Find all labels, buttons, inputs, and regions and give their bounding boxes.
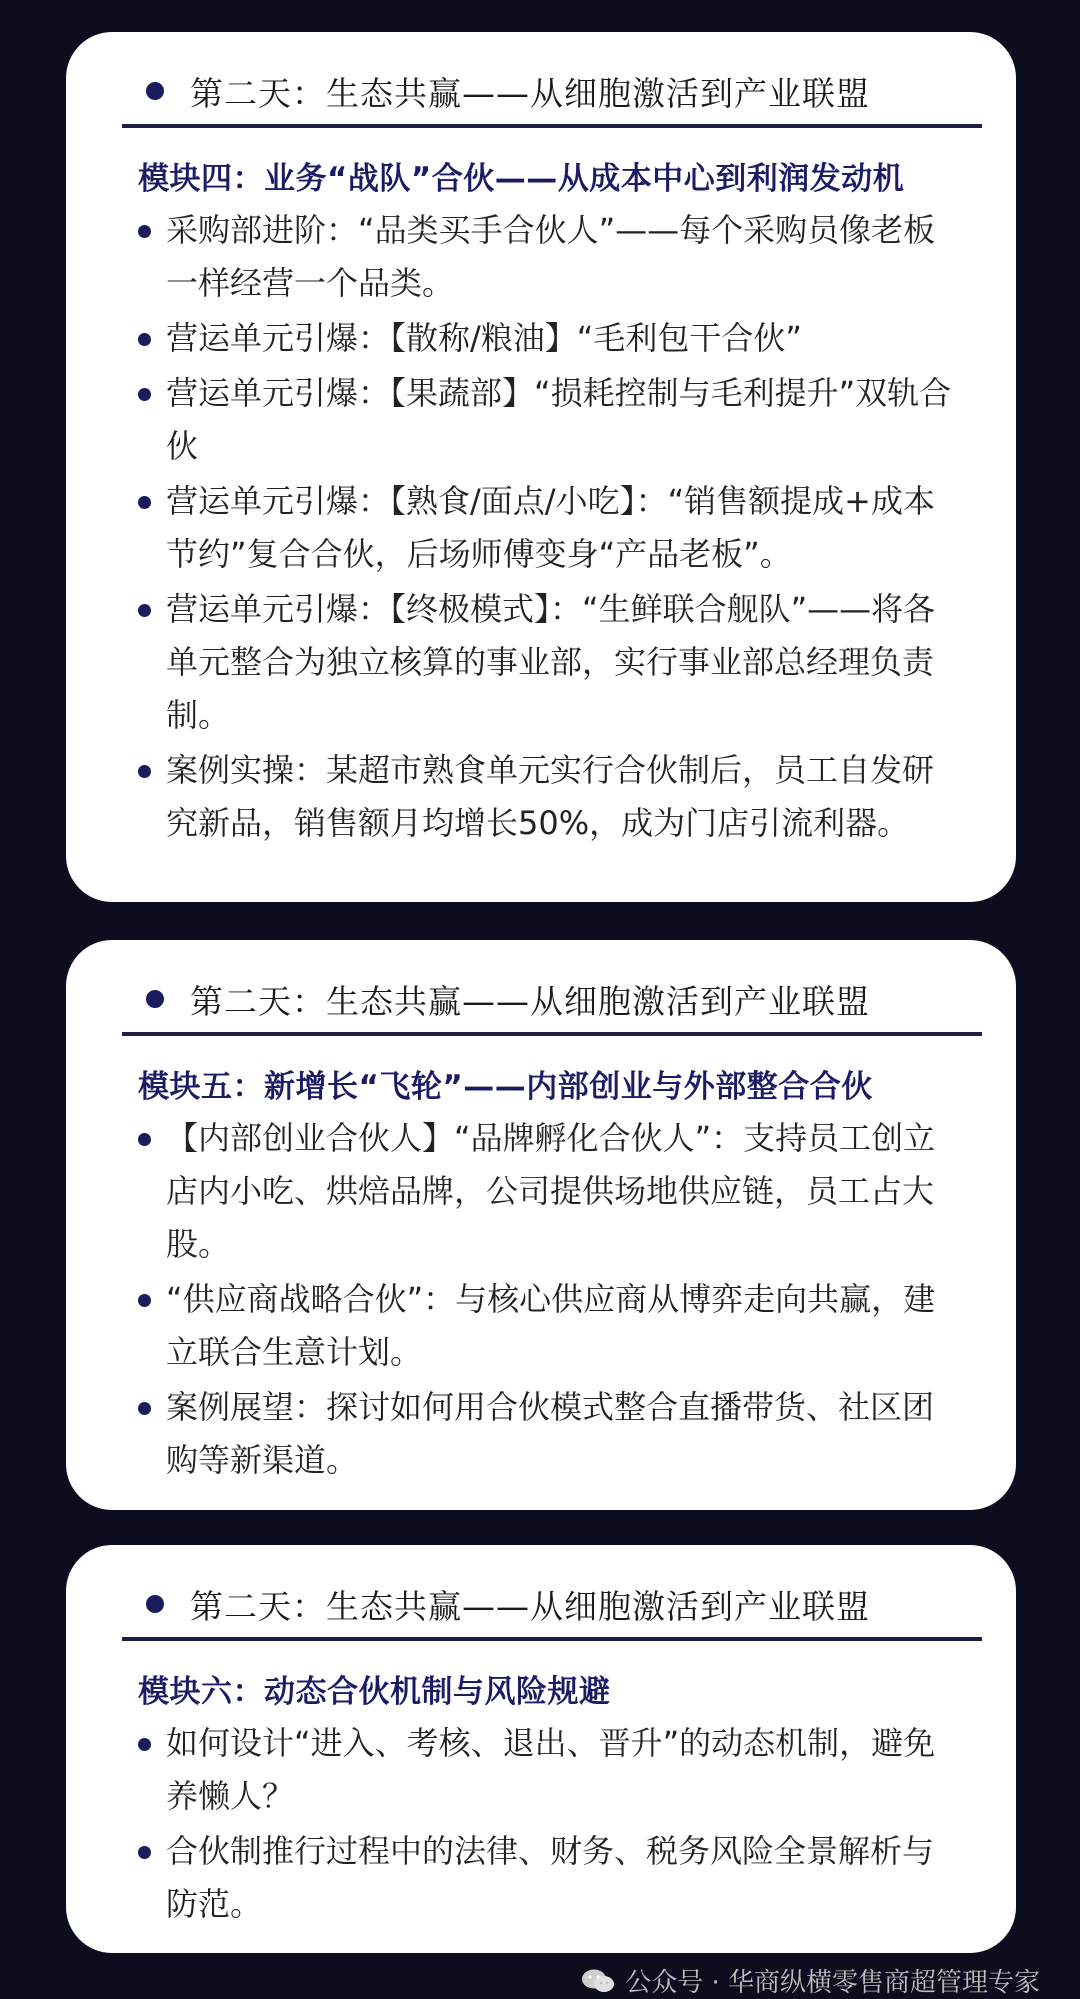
day-heading: 第二天：生态共赢——从细胞激活到产业联盟: [190, 981, 870, 1021]
module-card-6: [66, 1545, 1016, 1953]
list-item: [138, 1717, 960, 1823]
list-item-text: 营运单元引爆：【散称/粮油】“毛利包干合伙”: [166, 319, 802, 357]
card-header: [146, 972, 870, 1026]
list-item-text: “供应商战略合伙”：与核心供应商从博弈走向共赢，建立联合生意计划。: [166, 1280, 936, 1371]
card-content: [138, 1667, 960, 1933]
bullet-dot-icon: [146, 990, 164, 1008]
watermark: [581, 1962, 1040, 1999]
list-item-text: 如何设计“进入、考核、退出、晋升”的动态机制，避免养懒人？: [166, 1724, 936, 1815]
list-item: [138, 312, 960, 365]
list-item-text: 营运单元引爆：【果蔬部】“损耗控制与毛利提升”双轨合伙: [166, 374, 952, 465]
header-divider: [122, 1637, 982, 1641]
module-card-5: [66, 940, 1016, 1510]
list-item-text: 【内部创业合伙人】“品牌孵化合伙人”：支持员工创立店内小吃、烘焙品牌，公司提供场地供应链，员工占大股。: [166, 1119, 936, 1263]
list-item: [138, 744, 960, 850]
module-title: 模块四：业务“战队”合伙——从成本中心到利润发动机: [138, 161, 905, 197]
module-title: 模块六：动态合伙机制与风险规避: [138, 1674, 611, 1710]
bullet-dot-icon: [146, 82, 164, 100]
module-title: 模块五：新增长“飞轮”——内部创业与外部整合合伙: [138, 1069, 873, 1105]
card-content: [138, 154, 960, 852]
card-content: [138, 1062, 960, 1489]
wechat-icon: [581, 1968, 615, 1994]
bullet-list: [138, 204, 960, 850]
list-item: [138, 1273, 960, 1379]
module-card-4: [66, 32, 1016, 902]
list-item: [138, 204, 960, 310]
bullet-dot-icon: [146, 1595, 164, 1613]
list-item: [138, 1112, 960, 1271]
watermark-text: 公众号 · 华商纵横零售商超管理专家: [625, 1968, 1040, 1998]
header-divider: [122, 124, 982, 128]
header-divider: [122, 1032, 982, 1036]
day-heading: 第二天：生态共赢——从细胞激活到产业联盟: [190, 73, 870, 113]
day-heading: 第二天：生态共赢——从细胞激活到产业联盟: [190, 1586, 870, 1626]
bullet-list: [138, 1112, 960, 1487]
list-item: [138, 475, 960, 581]
list-item: [138, 583, 960, 742]
list-item-text: 案例实操：某超市熟食单元实行合伙制后，员工自发研究新品，销售额月均增长50%，成为门店引流利器。: [166, 751, 935, 842]
list-item-text: 营运单元引爆：【终极模式】：“生鲜联合舰队”——将各单元整合为独立核算的事业部，实行事业部总经理负责制。: [166, 590, 936, 734]
list-item-text: 营运单元引爆：【熟食/面点/小吃】：“销售额提成+成本节约”复合合伙，后场师傅变身“产品老板”。: [166, 482, 935, 573]
list-item-text: 合伙制推行过程中的法律、财务、税务风险全景解析与防范。: [166, 1832, 935, 1923]
list-item-text: 采购部进阶：“品类买手合伙人”——每个采购员像老板一样经营一个品类。: [166, 211, 936, 302]
card-header: [146, 64, 870, 118]
bullet-list: [138, 1717, 960, 1931]
list-item: [138, 1825, 960, 1931]
list-item: [138, 367, 960, 473]
list-item-text: 案例展望：探讨如何用合伙模式整合直播带货、社区团购等新渠道。: [166, 1388, 935, 1479]
list-item: [138, 1381, 960, 1487]
card-header: [146, 1577, 870, 1631]
